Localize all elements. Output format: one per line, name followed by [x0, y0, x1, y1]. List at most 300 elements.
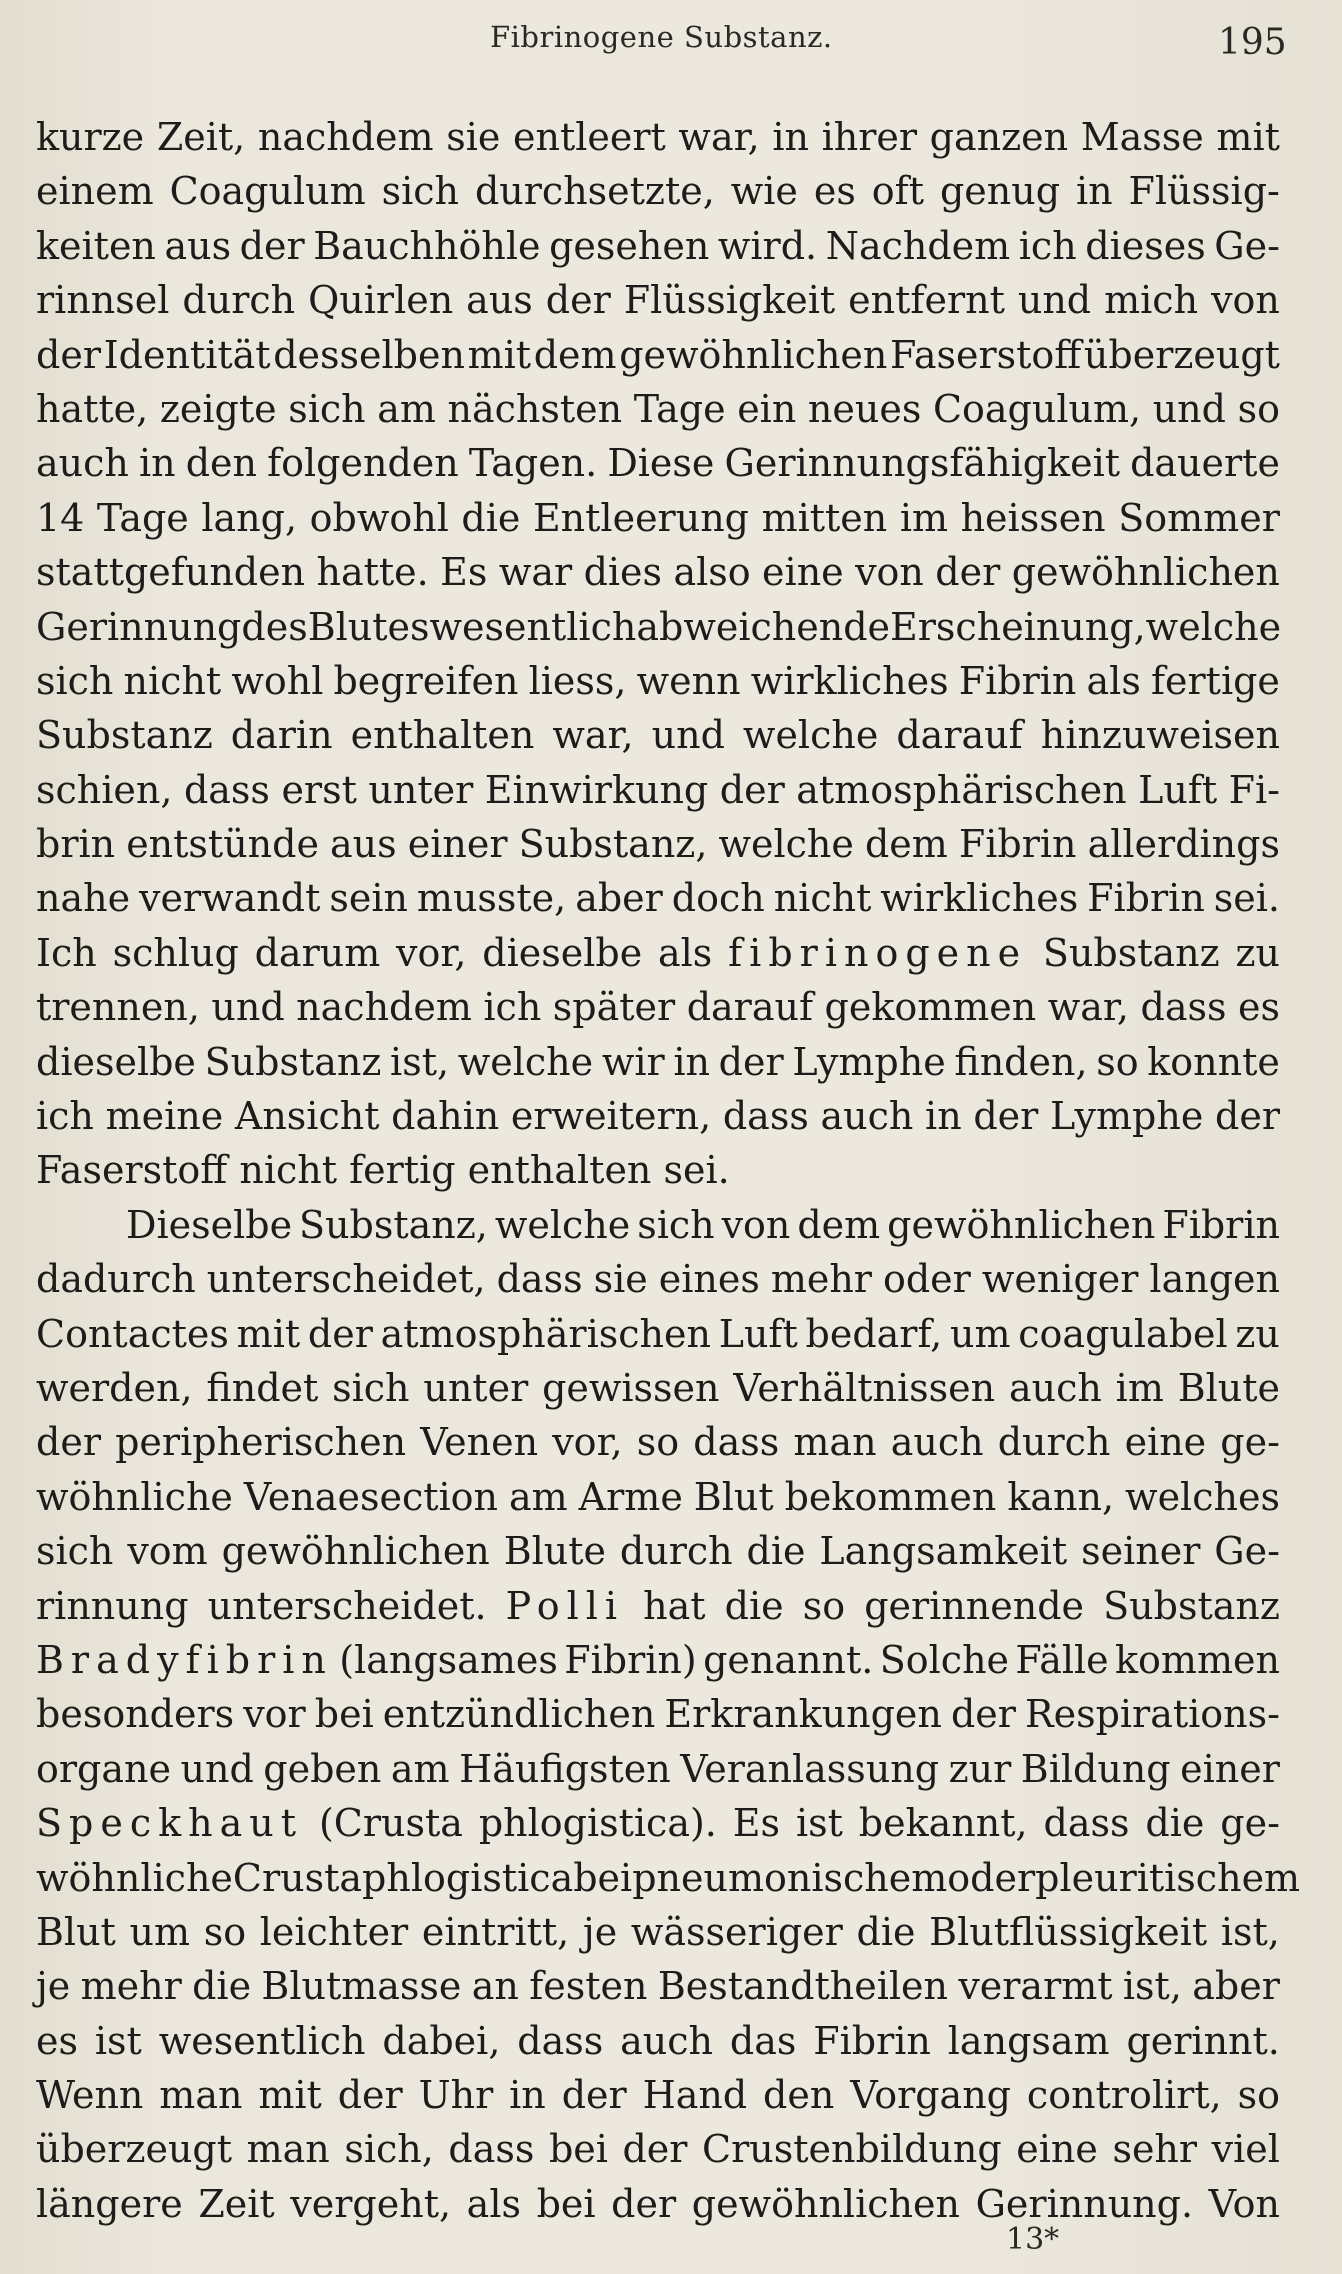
word: aus [466, 278, 533, 323]
word: Fälle [1015, 1637, 1109, 1682]
word: Bradyfibrin [36, 1637, 333, 1682]
text-line [36, 2014, 1280, 2068]
word: Lymphe [1049, 1094, 1204, 1139]
page-number: 195 [1218, 22, 1287, 63]
signature-mark: 13* [1006, 2222, 1060, 2257]
word: hatte. [316, 550, 429, 595]
word: Venen [420, 1420, 539, 1465]
word: hinzuweisen [1040, 713, 1280, 758]
word: welche [457, 1039, 594, 1084]
word: welche [494, 1202, 631, 1247]
word: vergeht, [290, 2181, 452, 2226]
word: kann, [1007, 1474, 1115, 1519]
word: ganzen [929, 115, 1069, 159]
word: oder [882, 1257, 971, 1302]
word: bei [573, 1855, 633, 1900]
word: war, [552, 713, 634, 758]
word: Ich [36, 930, 97, 975]
word: bei [548, 2127, 608, 2172]
word: nicht [773, 876, 872, 921]
word: wohl [231, 658, 324, 703]
word: das [729, 2018, 797, 2063]
word: Vorgang [850, 2073, 1012, 2118]
word: die [461, 495, 521, 540]
word: einem [36, 169, 154, 214]
word: am [508, 1474, 568, 1519]
text-line [36, 708, 1280, 762]
word: Substanz [1042, 930, 1220, 975]
word: mehr [770, 1257, 872, 1302]
word: findet [206, 1365, 319, 1410]
word: Fibrin [958, 822, 1077, 867]
word: Zeit [198, 2181, 275, 2226]
word: sich [36, 1529, 114, 1574]
word: der [561, 2073, 627, 2118]
word: mit [236, 1311, 301, 1356]
word: allerdings [1087, 822, 1280, 867]
word: coagulabel [1018, 1311, 1228, 1356]
word: sie [593, 1257, 648, 1302]
word: man [246, 2127, 330, 2172]
word: kommen [1115, 1637, 1280, 1682]
word: man [793, 1420, 877, 1465]
word: sich [381, 169, 460, 214]
word: Speckhaut [36, 1801, 304, 1846]
word: um [129, 1909, 191, 1954]
word: an [471, 1964, 519, 2009]
word: Crustenbildung [702, 2127, 1002, 2172]
word: Venaesection [243, 1474, 498, 1519]
word: Substanz, [299, 1202, 488, 1247]
text-line [36, 1633, 1280, 1687]
word: ist [94, 2018, 142, 2063]
running-title: Fibrinogene Substanz. [490, 20, 833, 54]
word: genannt. [703, 1637, 874, 1682]
word: langen [1149, 1257, 1280, 1302]
text-line [36, 654, 1280, 708]
body-text [36, 110, 1301, 2231]
word: genug [939, 169, 1061, 214]
word: dass [1140, 985, 1227, 1030]
word: meine [105, 1094, 224, 1139]
word: der [935, 550, 1001, 595]
word: ihrer [821, 115, 918, 159]
word: musste, [416, 876, 567, 921]
word: als [658, 930, 713, 975]
word: der [973, 1094, 1039, 1139]
word: folgenden [267, 441, 459, 486]
word: von [721, 1202, 791, 1247]
text-line [36, 1361, 1280, 1415]
word: der [950, 1692, 1016, 1737]
word: gewöhnlichen [1011, 550, 1280, 595]
word: pneumonischem [632, 1855, 948, 1900]
word: und [1152, 386, 1226, 431]
word: darauf [686, 985, 814, 1030]
word: Coagulum [169, 169, 366, 214]
word: Luft [718, 1311, 798, 1356]
word: kurze [36, 115, 145, 159]
word: Flüssig- [1128, 169, 1280, 214]
text-line [36, 164, 1280, 218]
word: fibrinogene [728, 930, 1028, 975]
word: vom [127, 1529, 208, 1574]
word: pleuritischem [1035, 1855, 1301, 1900]
text-line [36, 1742, 1280, 1796]
word: dass [496, 1257, 583, 1302]
text-line [36, 1415, 1280, 1469]
word: keiten [36, 223, 156, 268]
word: Faserstoff [36, 1148, 228, 1193]
word: Es [732, 1801, 781, 1846]
word: zur [948, 1746, 1012, 1791]
word: bedarf, [805, 1311, 943, 1356]
word: dass [722, 1094, 809, 1139]
word: ein [737, 386, 797, 431]
text-line [36, 491, 1280, 545]
word: wird. [717, 223, 818, 268]
word: nächsten [447, 386, 623, 431]
word: Tage [633, 386, 726, 431]
word: brin [36, 822, 116, 867]
word: Solche [879, 1637, 1010, 1682]
word: dass [448, 2127, 535, 2172]
word: doch [671, 876, 765, 921]
word: die [856, 1909, 916, 1954]
word: die [192, 1964, 252, 2009]
word: Uhr [418, 2073, 494, 2118]
word: Bestandtheilen [657, 1964, 948, 2009]
word: Blut [36, 1909, 116, 1954]
word: auch [620, 2018, 714, 2063]
word: dies [583, 550, 663, 595]
word: mich [1104, 278, 1199, 323]
word: auch [36, 441, 129, 486]
word: es [36, 2018, 78, 2063]
word: sich [637, 1202, 715, 1247]
word: entleert [512, 115, 666, 159]
word: entfernt [848, 278, 1005, 323]
word: so [1237, 386, 1280, 431]
word: so [802, 1583, 846, 1628]
word: erweitern, [510, 1094, 712, 1139]
word: sie [446, 115, 501, 159]
text-line [36, 1687, 1280, 1741]
word: unter [368, 767, 474, 812]
word: bekommen [784, 1474, 997, 1519]
word: der [719, 767, 785, 812]
word: (Crusta [318, 1801, 463, 1846]
word: ich [483, 985, 542, 1030]
text-line [36, 980, 1280, 1034]
word: ist [795, 1801, 843, 1846]
word: durch [619, 1529, 733, 1574]
word: wir [601, 1039, 665, 1084]
word: in [509, 2073, 546, 2118]
word: Gerinnung. [975, 2181, 1194, 2226]
text-line [36, 817, 1280, 871]
word: bei [314, 1692, 374, 1737]
word: heissen [960, 495, 1106, 540]
word: wöhnliche [36, 1474, 233, 1519]
word: bei [536, 2181, 596, 2226]
word: leichter [259, 1909, 409, 1954]
word: überzeugt [1083, 332, 1280, 377]
word: mehr [80, 1964, 182, 2009]
word: so [636, 1420, 680, 1465]
text-line [36, 436, 1280, 490]
word: fertige [1150, 658, 1280, 703]
word: atmosphärischen [796, 767, 1127, 812]
word: welche [1145, 604, 1282, 649]
word: mit [467, 332, 532, 377]
word: ist, [1220, 1909, 1280, 1954]
word: gekommen [824, 985, 1037, 1030]
word: vor, [552, 1420, 623, 1465]
word: hat [643, 1583, 706, 1628]
word: welches [1125, 1474, 1280, 1519]
word: atmosphärischen [380, 1311, 711, 1356]
text-line [36, 600, 1280, 654]
text-line [36, 1035, 1280, 1089]
text-line [36, 1089, 1280, 1143]
word: in [673, 1039, 710, 1084]
word: Ge- [1214, 223, 1280, 268]
word: die [724, 1583, 784, 1628]
word: besonders [36, 1692, 235, 1737]
word: Fibrin [813, 2018, 931, 2063]
word: in [925, 1094, 962, 1139]
word: welche [742, 713, 879, 758]
word: Coagulum, [932, 386, 1142, 431]
word: unterscheidet. [207, 1583, 487, 1628]
word: langsam [947, 2018, 1110, 2063]
word: Blute [1177, 1365, 1280, 1410]
text-line [36, 1851, 1301, 1905]
word: Zeit, [156, 115, 246, 159]
word: und [180, 1746, 254, 1791]
text-line [36, 2068, 1280, 2122]
word: Arme [578, 1474, 683, 1519]
word: eine [762, 550, 844, 595]
word: mit [258, 2073, 322, 2118]
word: geben [263, 1746, 382, 1791]
text-line [36, 1143, 1280, 1197]
word: dass [693, 1420, 780, 1465]
word: Ansicht [234, 1094, 380, 1139]
text-line [36, 2177, 1280, 2231]
word: Erscheinung, [890, 604, 1146, 649]
word: dem [797, 1202, 881, 1247]
word: Substanz [36, 713, 213, 758]
word: dauerte [1130, 441, 1280, 486]
word: gerinnt. [1126, 2018, 1280, 2063]
word: unter [423, 1365, 529, 1410]
word: nachdem [296, 985, 472, 1030]
word: je [36, 1964, 71, 2009]
word: darin [230, 713, 333, 758]
word: Respirations- [1024, 1692, 1280, 1737]
word: der [337, 2073, 403, 2118]
word: ist, [1122, 1964, 1182, 2009]
word: Langsamkeit [819, 1529, 1068, 1574]
text-line [36, 382, 1280, 436]
word: Fibrin [1162, 1202, 1280, 1247]
word: wesentlich [429, 604, 637, 649]
word: Identität [103, 332, 271, 377]
word: sich [288, 386, 366, 431]
word: wässeriger [630, 1909, 843, 1954]
word: festen [529, 1964, 648, 2009]
word: eintritt, [421, 1909, 570, 1954]
word: Von [1208, 2181, 1280, 2226]
word: schlug [112, 930, 239, 975]
word: darum [254, 930, 381, 975]
word: neues [807, 386, 922, 431]
word: eine [1124, 1420, 1207, 1465]
word: Tage [96, 495, 189, 540]
word: Hand [642, 2073, 748, 2118]
word: mitten [761, 495, 888, 540]
word: Gerinnungsfähigkeit [724, 441, 1120, 486]
word: als [1086, 658, 1141, 703]
word: gesehen [549, 223, 710, 268]
word: Blutflüssigkeit [929, 1909, 1208, 1954]
word: aber [1192, 1964, 1280, 2009]
word: dass [517, 2018, 604, 2063]
word: dadurch [36, 1257, 196, 1302]
word: bekannt, [858, 1801, 1028, 1846]
text-line [36, 1579, 1280, 1633]
word: Contactes [36, 1311, 229, 1356]
word: man [159, 2073, 243, 2118]
word: Polli [505, 1583, 625, 1628]
word: nicht [123, 658, 222, 703]
word: desselben [273, 332, 465, 377]
word: es [1237, 985, 1280, 1030]
word: Substanz [204, 1039, 382, 1084]
word: wie [730, 169, 798, 214]
word: sei. [663, 1148, 730, 1193]
text-line [36, 2122, 1280, 2176]
word: ist, [390, 1039, 450, 1084]
word: sich [36, 658, 114, 703]
word: peripherischen [115, 1420, 407, 1465]
word: weniger [981, 1257, 1139, 1302]
word: Bauchhöhle [313, 223, 541, 268]
word: als [466, 2181, 521, 2226]
word: durchsetzte, [474, 169, 715, 214]
word: aus [330, 822, 397, 867]
word: konnte [1147, 1039, 1280, 1084]
text-line [36, 1470, 1280, 1524]
word: begreifen [333, 658, 519, 703]
word: mit [1216, 115, 1280, 159]
text-line [36, 1307, 1280, 1361]
word: ge- [1220, 1801, 1280, 1846]
word: dabei, [382, 2018, 501, 2063]
word: einer [1180, 1746, 1280, 1791]
word: trennen, [36, 985, 200, 1030]
word: gewöhnlichen [619, 332, 888, 377]
word: der [239, 223, 305, 268]
word: phlogistica [362, 1855, 574, 1900]
word: Erkrankungen [664, 1692, 942, 1737]
word: Fibrin [1087, 876, 1205, 921]
word: einer [407, 822, 508, 867]
word: in [1075, 169, 1113, 214]
word: Entleerung [532, 495, 749, 540]
word: den [763, 2073, 835, 2118]
word: war, [1047, 985, 1130, 1030]
word: enthalten [350, 713, 535, 758]
word: dahin [391, 1094, 500, 1139]
word: Luft [1138, 767, 1218, 812]
word: dieselbe [36, 1039, 196, 1084]
word: der [611, 2181, 677, 2226]
word: später [552, 985, 676, 1030]
word: Sommer [1118, 495, 1280, 540]
word: stattgefunden [36, 550, 306, 595]
text-line [36, 871, 1280, 925]
word: ich [36, 1094, 94, 1139]
word: phlogistica). [478, 1801, 717, 1846]
word: enthalten [467, 1148, 652, 1193]
word: darauf [896, 713, 1023, 758]
word: dieselbe [482, 930, 643, 975]
word: am [390, 1746, 450, 1791]
word: Fibrin) [564, 1637, 697, 1682]
word: so [203, 1909, 247, 1954]
word: seiner [1081, 1529, 1201, 1574]
word: hatte, [36, 386, 149, 431]
word: gewöhnlichen [691, 2181, 960, 2226]
word: entstünde [126, 822, 319, 867]
word: werden, [36, 1365, 193, 1410]
word: nicht [239, 1148, 337, 1193]
word: der [718, 1039, 784, 1084]
word: und [211, 985, 285, 1030]
word: der [307, 1311, 373, 1356]
word: Blutmasse [261, 1964, 462, 2009]
word: Nachdem [825, 223, 1011, 268]
word: rinnsel [36, 278, 170, 323]
text-line [36, 110, 1280, 164]
word: abweichende [636, 604, 891, 649]
text-line [36, 1905, 1280, 1959]
word: die [1145, 1801, 1205, 1846]
word: fertig [349, 1148, 456, 1193]
word: Quirlen [308, 278, 454, 323]
word: Blutes [307, 604, 430, 649]
text-line [36, 763, 1280, 817]
word: am [377, 386, 436, 431]
word: überzeugt [36, 2127, 233, 2172]
word: welche [718, 822, 854, 867]
word: entzündlichen [382, 1692, 656, 1737]
word: organe [36, 1746, 171, 1791]
word: in [138, 441, 176, 486]
word: auch [890, 1420, 984, 1465]
word: aber [575, 876, 663, 921]
word: 14 [36, 495, 85, 540]
word: zu [1235, 930, 1280, 975]
word: war, [678, 115, 760, 159]
word: auch [820, 1094, 914, 1139]
word: controlirt, [1026, 2073, 1222, 2118]
word: vor [243, 1692, 306, 1737]
word: wenn [636, 658, 741, 703]
